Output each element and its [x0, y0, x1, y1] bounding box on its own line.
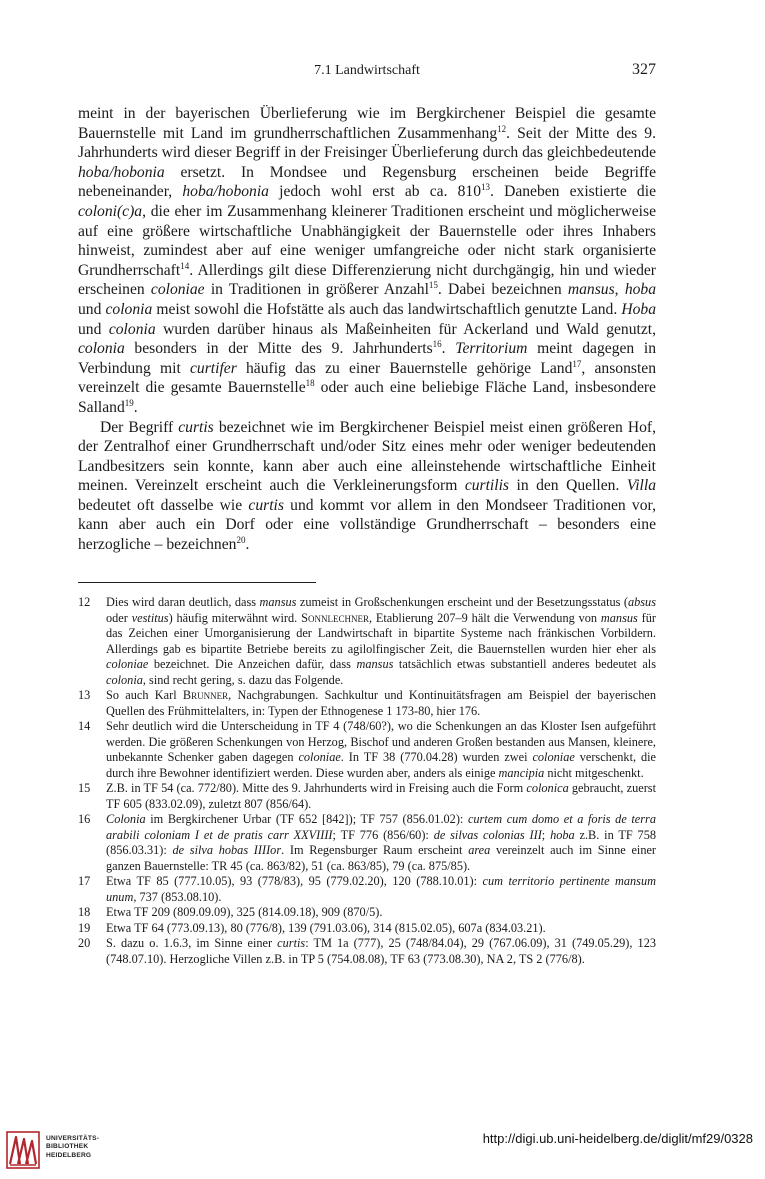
- university-library-seal-icon: [6, 1131, 40, 1169]
- text-run: für das Zeichen einer Umorganisierung der Landwirtschaft in bipartite Systeme nach fränkischen Vorbildern. Allerdings gab es bipartite Betriebe bereits zu agilolfingischer Zeit, die Bauernstellen wurden hier eher als: [106, 610, 656, 656]
- footnote-ref-19[interactable]: 19: [124, 397, 134, 408]
- text-run: , ansonsten vereinzelt die gesamte Bauernstelle: [78, 359, 656, 397]
- logo-line: BIBLIOTHEK: [46, 1143, 89, 1151]
- text-run: jedoch wohl erst ab ca. 810: [268, 183, 482, 201]
- footnote-15: [78, 781, 656, 812]
- italic-term: coloni(c)a: [78, 202, 143, 220]
- footnote-ref-12[interactable]: 12: [497, 123, 507, 134]
- text-run: oder: [106, 610, 132, 625]
- text-run: .: [441, 340, 456, 358]
- logo-line: HEIDELBERG: [46, 1151, 92, 1159]
- italic-term: Hoba: [621, 300, 656, 318]
- italic-term: hoba: [550, 827, 575, 842]
- italic-term: mansus: [567, 281, 615, 299]
- text-run: besonders in der Mitte des 9. Jahrhunderts: [124, 340, 433, 358]
- italic-term: colonia: [105, 300, 153, 318]
- italic-term: colonia: [106, 672, 143, 687]
- italic-term: coloniae: [150, 281, 205, 299]
- text-run: S. dazu o. 1.6.3, im Sinne einer: [106, 936, 278, 950]
- viewer-footer: [0, 1128, 765, 1179]
- footnotes: [78, 595, 656, 967]
- italic-term: mancipia: [498, 765, 545, 780]
- paragraph-1: [78, 104, 656, 418]
- text-run: Sehr deutlich wird die Unterscheidung in TF 4 (748/60?), wo die Schenkungen an das Kloster Isen aufgeführt werden. Die größeren Schenkungen von Herzog, Bischof und anderen Großen bestanden aus Mansen, kleinere, unbekannte Schenker gaben dagegen: [106, 719, 656, 764]
- footnote-number: 19: [78, 920, 91, 935]
- text-run: bezeichnet. Die Anzeichen dafür, dass: [148, 657, 357, 671]
- italic-quote: cum territorio pertinente mansum unum: [106, 874, 657, 904]
- author-name: Brunner: [182, 688, 229, 702]
- text-run: Z.B. in TF 54 (ca. 772/80). Mitte des 9. Jahrhunderts wird in Freising auch die Form: [106, 781, 527, 795]
- italic-quote: de silvas colonias III: [433, 827, 542, 842]
- text-run: wurden darüber hinaus als Maßeinheiten für Ackerland und Wald genutzt,: [155, 320, 656, 338]
- text-run: , Nachgrabungen. Sachkultur und Kontinuitätsfragen am Beispiel der bayerischen Quellen des Frühmittelalters, in: Typen der Ethnogenese 1 173-80, hier 176.: [106, 688, 656, 718]
- text-run: nicht mitgeschenkt.: [544, 765, 644, 780]
- text-run: häufig das zu einer Bauernstelle gehörige Land: [236, 359, 573, 377]
- text-run: ,: [614, 281, 625, 299]
- italic-quote: curtem cum domo et a foris de terra arabili coloniam I et de pratis carr XXVIIII: [106, 812, 656, 842]
- footnote-18: [78, 905, 656, 921]
- text-run: .: [133, 398, 138, 416]
- text-run: gebraucht, zuerst TF 605 (833.02.09), zuletzt 807 (856/64).: [106, 781, 656, 811]
- italic-term: curtilis: [464, 477, 509, 495]
- footnote-number: 16: [78, 812, 91, 826]
- running-header: [78, 61, 656, 83]
- italic-term: hoba/hobonia: [182, 183, 269, 201]
- footnote-14: [78, 719, 656, 781]
- text-run: und kommt vor allem in den Mondseer Traditionen vor, kann aber auch ein Dorf oder eine vollständige Grundherrschaft – besonders eine herzogliche – bezeichnen: [78, 496, 656, 554]
- library-logo[interactable]: [6, 1129, 106, 1173]
- text-run: Dies wird daran deutlich, dass: [106, 595, 260, 609]
- footnote-number: 20: [78, 936, 91, 950]
- logo-line: UNIVERSITÄTS-: [46, 1135, 100, 1142]
- footnote-number: 18: [78, 905, 91, 919]
- text-run: , sind recht gering, s. dazu das Folgende.: [142, 672, 344, 687]
- text-run: meint in der bayerischen Überlieferung wie im Bergkirchener Beispiel die gesamte Bauernstelle mit Land im grundherrschaftlichen Zusammenhang: [78, 105, 656, 142]
- italic-term: coloniae: [532, 750, 575, 764]
- text-run: meist sowohl die Hofstätte als auch das landwirtschaftlich genutzte Land.: [152, 300, 622, 318]
- italic-term: area: [468, 843, 491, 857]
- author-name: Sonnlechner: [301, 610, 369, 625]
- italic-term: colonica: [526, 781, 569, 795]
- text-run: im Bergkirchener Urbar (TF 652 [842]); TF 757 (856.01.02):: [145, 812, 468, 826]
- text-run: zumeist in Großschenkungen erscheint und der Besetzungsstatus (: [296, 595, 628, 609]
- footnote-number: 17: [78, 874, 91, 888]
- italic-term: hoba/hobonia: [78, 163, 165, 181]
- main-text: [78, 104, 656, 555]
- italic-term: Colonia: [106, 812, 146, 826]
- italic-quote: de silva hobas IIIIor: [172, 843, 282, 857]
- footnote-19: [78, 921, 656, 937]
- footnote-13: [78, 688, 656, 719]
- text-run: .: [245, 536, 250, 554]
- text-run: ) häufig miterwähnt wird.: [168, 610, 302, 625]
- italic-term: mansus: [356, 657, 394, 671]
- footnote-number: 13: [78, 688, 91, 702]
- italic-term: mansus: [259, 595, 297, 609]
- footnote-ref-16[interactable]: 16: [432, 339, 442, 350]
- footnote-17: [78, 874, 656, 905]
- footnote-number: 15: [78, 781, 91, 795]
- footnote-separator: [78, 582, 316, 583]
- italic-term: colonia: [108, 320, 156, 338]
- text-run: ersetzt. In Mondsee und Regensburg erscheinen beide Begriffe nebeneinander,: [78, 163, 656, 201]
- footnote-16: [78, 812, 656, 874]
- page-number: 327: [632, 61, 656, 78]
- permalink-url[interactable]: http://digi.ub.uni-heidelberg.de/diglit/mf29/0328: [482, 1131, 753, 1146]
- text-run: So auch Karl: [106, 688, 183, 702]
- text-run: bezeichnet wie im Bergkirchener Beispiel meist einen größeren Hof, der Zentralhof einer Grundherrschaft und/oder Sitz eines mehr oder weniger bedeutenden Landbesitzers sein konnte, kann aber auch eine alleinstehende wirtschaftliche Einheit meinen. Vereinzelt erscheint auch die Verkleinerungsform: [78, 418, 656, 495]
- footnote-ref-14[interactable]: 14: [180, 260, 190, 271]
- text-run: und: [78, 320, 109, 338]
- text-run: , 737 (853.08.10).: [133, 889, 222, 904]
- italic-term: colonia: [78, 340, 125, 358]
- footnote-ref-18[interactable]: 18: [305, 378, 315, 389]
- text-run: bedeutet oft dasselbe wie: [78, 496, 249, 514]
- text-run: Etwa TF 64 (773.09.13), 80 (776/8), 139 (791.03.06), 314 (815.02.05), 607a (834.03.21).: [106, 920, 546, 935]
- footnote-ref-15[interactable]: 15: [428, 280, 438, 291]
- footnote-number: 14: [78, 719, 91, 733]
- text-run: in den Quellen.: [509, 477, 627, 495]
- text-run: : TM 1a (777), 25 (748/84.04), 29 (767.06.09), 31 (749.05.29), 123 (748.07.10). Herzogliche Villen z.B. in TP 5 (754.08.08), TF 63 (773.08.30), NA 2, TS 2 (776/8).: [106, 936, 657, 966]
- text-run: , Etablierung 207–9 hält die Verwendung von: [368, 610, 601, 625]
- italic-term: Territorium: [455, 340, 528, 358]
- italic-term: hoba: [624, 281, 656, 299]
- footnote-ref-20[interactable]: 20: [236, 535, 246, 546]
- footnote-number: 12: [78, 595, 91, 609]
- italic-term: coloniae: [298, 750, 341, 764]
- paragraph-2: [78, 418, 656, 555]
- text-run: ;: [541, 827, 551, 842]
- text-run: . Dabei bezeichnen: [437, 281, 568, 299]
- text-run: Etwa TF 85 (777.10.05), 93 (778/83), 95 (779.02.20), 120 (788.10.01):: [106, 874, 483, 888]
- text-run: . Im Regensburger Raum erscheint: [281, 843, 469, 857]
- footnote-20: [78, 936, 656, 967]
- text-run: ; TF 776 (856/60):: [332, 827, 434, 842]
- italic-term: vestitus: [131, 610, 169, 625]
- text-run: verschenkt, die durch ihre Bewohner identifiziert werden. Diese wurden aber, anders als einige: [106, 750, 656, 780]
- text-run: vereinzelt auch im Sinne einer ganzen Bauernstelle: TR 45 (ca. 863/82), 51 (ca. 863/85), 79 (ca. 875/85).: [106, 843, 657, 873]
- italic-term: coloniae: [106, 657, 149, 671]
- text-run: . Daneben existierte die: [490, 183, 656, 201]
- text-run: . Allerdings gilt diese Differenzierung nicht durchgängig, hin und wieder erscheinen: [78, 261, 656, 299]
- text-run: Etwa TF 209 (809.09.09), 325 (814.09.18), 909 (870/5).: [106, 905, 383, 919]
- footnote-ref-17[interactable]: 17: [572, 358, 582, 369]
- italic-term: curtis: [277, 936, 306, 950]
- italic-term: mansus: [600, 610, 638, 625]
- text-run: . In TF 38 (770.04.28) wurden zwei: [340, 750, 533, 764]
- text-run: und: [78, 300, 106, 318]
- italic-term: curtifer: [190, 359, 237, 377]
- italic-term: curtis: [248, 496, 284, 514]
- text-run: tatsächlich etwas substantiell anderes bedeutet als: [393, 657, 656, 671]
- text-run: . Seit der Mitte des 9. Jahrhunderts wird dieser Begriff in der Freisinger Überlieferung durch das gleichbedeutende: [78, 124, 656, 162]
- running-title: 7.1 Landwirtschaft: [314, 63, 420, 78]
- text-run: in Traditionen in größerer Anzahl: [204, 281, 429, 299]
- footnote-ref-13[interactable]: 13: [481, 182, 491, 193]
- text-run: Der Begriff: [100, 418, 179, 436]
- italic-term: curtis: [178, 418, 214, 436]
- footnote-12: [78, 595, 656, 688]
- italic-term: Villa: [626, 477, 657, 495]
- text-run: , die eher im Zusammenhang kleinerer Traditionen erscheint und möglicherweise auf eine größere wirtschaftliche Unabhängigkeit der Bauernstelle oder ihres Inhabers hinweist, zumindest aber auf eine weniger umfangreiche oder nicht stark organisierte Grundherrschaft: [78, 202, 656, 279]
- text-run: meint dagegen in Verbindung mit: [78, 340, 656, 377]
- text-run: z.B. in TF 758 (856.03.31):: [106, 827, 656, 857]
- logo-text: [46, 1135, 99, 1160]
- text-run: oder auch eine beliebige Fläche Land, insbesondere Salland: [78, 379, 656, 416]
- italic-term: absus: [627, 595, 656, 609]
